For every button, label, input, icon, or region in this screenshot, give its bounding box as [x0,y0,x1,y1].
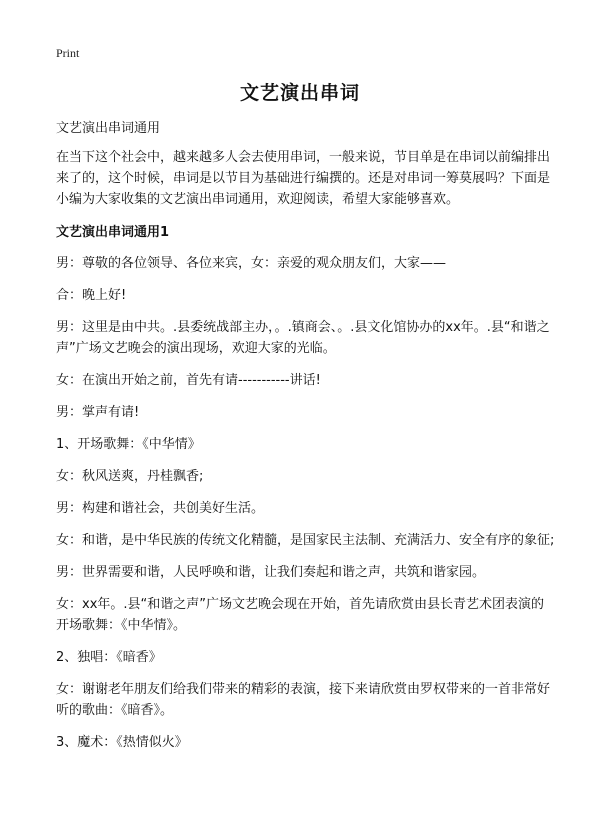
script-line: 男：尊敬的各位领导、各位来宾，女：亲爱的观众朋友们，大家—— [56,256,447,271]
script-line: 男：世界需要和谐，人民呼唤和谐，让我们奏起和谐之声，共筑和谐家园。 [56,565,486,580]
script-line: 女：秋风送爽，丹桂飘香; [56,469,204,484]
intro-paragraph: 在当下这个社会中，越来越多人会去使用串词，一般来说，节目单是在串词以前编排出来了的，这个时候，串词是以节目为基础进行编撰的。还是对串词一筹莫展吗？下面是小编为大家收集的文艺演出串词通用，欢迎阅读，希望大家能够喜欢。 [56,150,551,207]
program-item: 3、魔术：《热情似火》 [56,735,188,750]
script-line: 男：构建和谐社会，共创美好生活。 [56,501,265,516]
print-label: Print [56,46,80,60]
program-item: 2、独唱：《暗香》 [56,650,162,665]
program-item: 1、开场歌舞：《中华情》 [56,437,201,452]
document-subtitle: 文艺演出串词通用 [56,121,161,136]
script-line: 女：谢谢老年朋友们给我们带来的精彩的表演，接下来请欣赏由罗权带来的一首非常好听的歌曲：《暗香》。 [56,682,551,718]
script-line: 女：和谐，是中华民族的传统文化精髓，是国家民主法制、充满活力、安全有序的象征; [56,533,555,548]
script-line: 女：xx年。.县“和谐之声”广场文艺晚会现在开始，首先请欣赏由县长青艺术团表演的开场歌舞：《中华情》。 [56,597,544,633]
script-line: 男：这里是由中共。.县委统战部主办，。.镇商会、。.县文化馆协办的xx年。.县“和谐之声”广场文艺晚会的演出现场，欢迎大家的光临。 [56,320,550,356]
script-line: 合：晚上好! [56,288,127,303]
script-line: 男：掌声有请! [56,405,140,420]
section-heading: 文艺演出串词通用1 [56,225,170,240]
page-title: 文艺演出串词 [239,82,360,104]
script-line: 女：在演出开始之前，首先有请-----------讲话! [56,373,321,388]
document-content [56,118,556,764]
